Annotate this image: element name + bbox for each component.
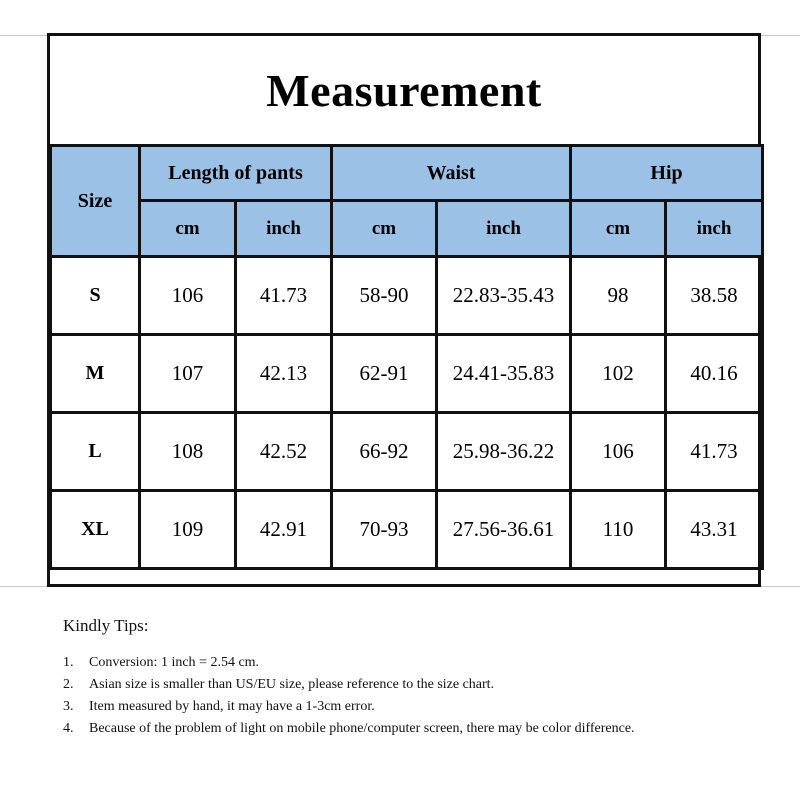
table-cell: 25.98-36.22 [437,413,571,491]
tip-number: 2. [63,677,74,692]
table-cell: 98 [571,257,666,335]
table-cell: 42.13 [236,335,332,413]
table-row [51,413,763,491]
table-cell: 102 [571,335,666,413]
unit-header: inch [666,201,763,257]
table-cell: 109 [140,491,236,569]
table-cell: 42.91 [236,491,332,569]
tip-number: 3. [63,699,74,714]
hip-group-header: Hip [571,146,763,201]
table-cell: 42.52 [236,413,332,491]
table-cell: 40.16 [666,335,763,413]
size-table [49,144,764,570]
table-cell: 62-91 [332,335,437,413]
table-cell: 41.73 [666,413,763,491]
table-row [51,491,763,569]
unit-header: inch [236,201,332,257]
measurement-chart [47,33,761,587]
size-cell: S [51,257,140,335]
waist-group-header: Waist [332,146,571,201]
unit-header: inch [437,201,571,257]
table-cell: 106 [571,413,666,491]
table-cell: 66-92 [332,413,437,491]
table-cell: 24.41-35.83 [437,335,571,413]
kindly-tips [63,616,763,740]
table-cell: 41.73 [236,257,332,335]
size-column-header: Size [51,146,140,257]
tip-text: Because of the problem of light on mobile phone/computer screen, there may be color difference. [89,721,635,736]
tip-text: Conversion: 1 inch = 2.54 cm. [89,655,260,670]
tip-number: 4. [63,721,74,736]
tips-title: Kindly Tips: [63,616,149,635]
tips-list [63,652,763,740]
table-cell: 27.56-36.61 [437,491,571,569]
unit-header: cm [140,201,236,257]
size-cell: L [51,413,140,491]
table-cell: 107 [140,335,236,413]
table-cell: 58-90 [332,257,437,335]
unit-header: cm [332,201,437,257]
length-group-header: Length of pants [140,146,332,201]
table-cell: 108 [140,413,236,491]
table-cell: 43.31 [666,491,763,569]
size-cell: M [51,335,140,413]
chart-title: Measurement [266,64,542,116]
table-cell: 38.58 [666,257,763,335]
tip-item [63,696,763,718]
tip-text: Asian size is smaller than US/EU size, please reference to the size chart. [89,677,495,692]
table-cell: 22.83-35.43 [437,257,571,335]
tip-item [63,652,763,674]
tip-item [63,674,763,696]
size-cell: XL [51,491,140,569]
table-cell: 106 [140,257,236,335]
unit-header: cm [571,201,666,257]
table-cell: 110 [571,491,666,569]
table-row [51,335,763,413]
tip-item [63,718,763,740]
tip-text: Item measured by hand, it may have a 1-3cm error. [89,699,375,714]
tip-number: 1. [63,655,74,670]
table-row [51,257,763,335]
table-cell: 70-93 [332,491,437,569]
